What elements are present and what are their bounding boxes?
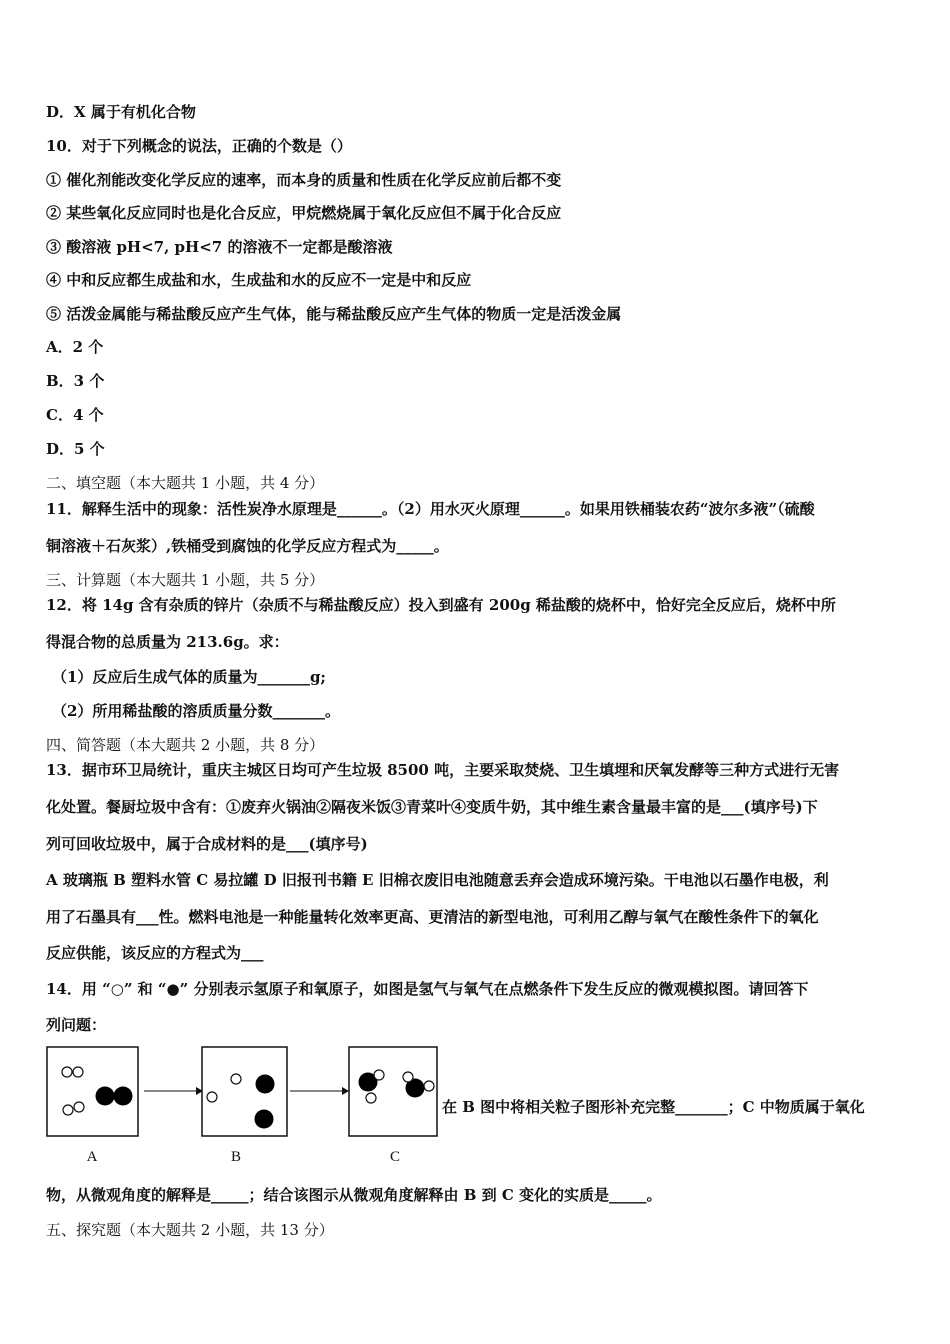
q10-statement: ④ 中和反应都生成盐和水，生成盐和水的反应不一定是中和反应	[46, 271, 472, 289]
q13-line: 13．据市环卫局统计，重庆主城区日均可产生垃圾 8500 吨，主要采取焚烧、卫生填埋和厌氧发酵等三种方式进行无害	[46, 761, 840, 779]
oxygen-atom	[96, 1087, 115, 1106]
box-b	[202, 1047, 287, 1136]
q12-part-2: （2）所用稀盐酸的溶质质量分数_______。	[52, 702, 340, 720]
reaction-diagram	[46, 1046, 446, 1166]
q10-statement: ⑤ 活泼金属能与稀盐酸反应产生气体，能与稀盐酸反应产生气体的物质一定是活泼金属	[46, 305, 622, 323]
section-3-title: 三、计算题（本大题共 1 小题，共 5 分）	[46, 571, 325, 589]
q13-line: A 玻璃瓶 B 塑料水管 C 易拉罐 D 旧报刊书籍 E 旧棉衣废旧电池随意丢弃会造成环境污染。干电池以石墨作电极，利	[46, 871, 829, 889]
q10-option-b: B．3 个	[46, 372, 105, 390]
hydrogen-atom	[366, 1093, 376, 1103]
q13-line: 用了石墨具有___性。燃料电池是一种能量转化效率更高、更清洁的新型电池，可利用乙醇与氧气在酸性条件下的氧化	[46, 908, 819, 926]
hydrogen-atom	[424, 1081, 434, 1091]
oxygen-atom	[255, 1110, 274, 1129]
q12-line: 12．将 14g 含有杂质的锌片（杂质不与稀盐酸反应）投入到盛有 200g 稀盐酸的烧杯中，恰好完全反应后，烧杯中所	[46, 596, 836, 614]
q10-option-a: A．2 个	[46, 338, 104, 356]
section-2-title: 二、填空题（本大题共 1 小题，共 4 分）	[46, 474, 325, 492]
q14-line: 物，从微观角度的解释是_____；结合该图示从微观角度解释由 B 到 C 变化的实质是_____。	[46, 1186, 662, 1204]
q14-line: 14．用 “○” 和 “●” 分别表示氢原子和氧原子，如图是氢气与氧气在点燃条件下发生反应的微观模拟图。请回答下	[46, 980, 809, 998]
hydrogen-atom	[73, 1067, 83, 1077]
q14-line: 列问题：	[46, 1016, 107, 1034]
oxygen-atom	[256, 1075, 275, 1094]
q10-option-c: C．4 个	[46, 406, 104, 424]
q10-statement: ② 某些氧化反应同时也是化合反应，甲烷燃烧属于氧化反应但不属于化合反应	[46, 204, 562, 222]
q11-line: 11．解释生活中的现象：活性炭净水原理是______。（2）用水灭火原理______。如果用铁桶装农药“波尔多液”（硫酸	[46, 500, 815, 518]
hydrogen-atom	[207, 1092, 217, 1102]
section-5-title: 五、探究题（本大题共 2 小题，共 13 分）	[46, 1221, 334, 1239]
hydrogen-atom	[74, 1102, 84, 1112]
hydrogen-atom	[403, 1072, 413, 1082]
q10-statement: ③ 酸溶液 pH<7, pH<7 的溶液不一定都是酸溶液	[46, 238, 393, 256]
q13-line: 化处置。餐厨垃圾中含有：①废弃火锅油②隔夜米饭③青菜叶④变质牛奶，其中维生素含量最丰富的是___(填序号)下	[46, 798, 818, 816]
q12-line: 得混合物的总质量为 213.6g。求：	[46, 633, 289, 651]
q10-stem: 10．对于下列概念的说法，正确的个数是（）	[46, 137, 352, 155]
q12-part-1: （1）反应后生成气体的质量为_______g;	[52, 668, 326, 686]
hydrogen-atom	[62, 1067, 72, 1077]
diagram-label-b: B	[230, 1149, 242, 1165]
q10-option-d: D．5 个	[46, 440, 105, 458]
hydrogen-atom	[231, 1074, 241, 1084]
q10-statement: ① 催化剂能改变化学反应的速率，而本身的质量和性质在化学反应前后都不变	[46, 171, 562, 189]
diagram-label-c: C	[389, 1149, 401, 1165]
q11-line: 铜溶液＋石灰浆）,铁桶受到腐蚀的化学反应方程式为_____。	[46, 537, 449, 555]
q14-after-diagram: 在 B 图中将相关粒子图形补充完整_______；C 中物质属于氧化	[442, 1098, 865, 1116]
hydrogen-atom	[63, 1105, 73, 1115]
hydrogen-atom	[374, 1070, 384, 1080]
diagram-label-a: A	[86, 1149, 98, 1165]
arrow-head	[342, 1087, 349, 1095]
q13-line: 反应供能，该反应的方程式为___	[46, 944, 264, 962]
oxygen-atom	[114, 1087, 133, 1106]
q13-line: 列可回收垃圾中，属于合成材料的是___(填序号)	[46, 835, 368, 853]
q9-option-d: D．X 属于有机化合物	[46, 103, 196, 121]
section-4-title: 四、简答题（本大题共 2 小题，共 8 分）	[46, 736, 325, 754]
